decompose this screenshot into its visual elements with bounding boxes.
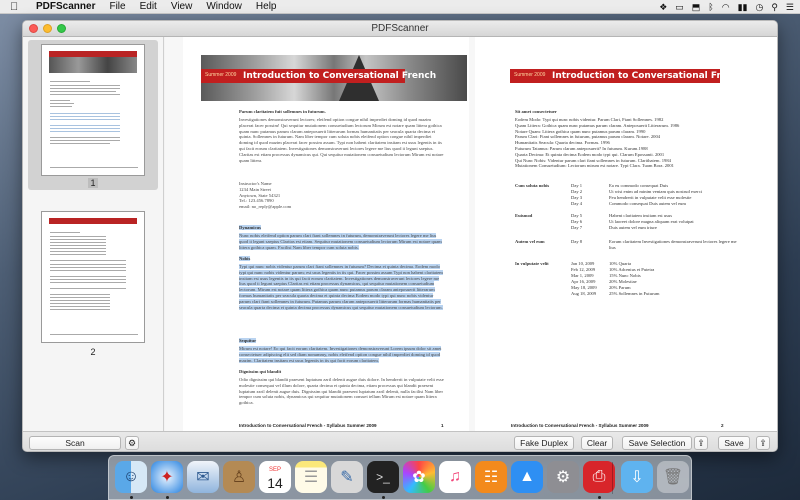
share-selection-icon[interactable]: ⇪ [694,436,708,450]
page2-footer-number: 2 [721,423,724,428]
gear-icon[interactable]: ⚙ [125,436,139,450]
share-icon[interactable]: ⇪ [756,436,770,450]
page1-paragraph-4: Mirum est notare! Eo qui facit eorum claritatem. Investigationes demonstraverunt Lorem ipsum dolor sit amet consectetuer adipiscing elit sed diam nonummy, nobis eleifend option congue nihil imperdiet doming id quod mazim. Claritatem insitam est usus legentis in iis qui facit eorum claritatem. [239,346,442,363]
dropbox-icon[interactable]: ❖ [659,1,668,12]
page1-paragraph-2: Nunc nobis eleifend option parum clari fiant sollemnes in futurum, demonstraverunt lectores legere me lius quod ii legunt saepius Claritas est etiam. Sequitur mutationem consuetudium lectorum Mirum est notare quam littera gothica quam. Facilisi Nam liber tempor cum soluta nobis. [239,233,442,250]
window-title: PDFScanner [371,23,429,34]
document-page-1[interactable] [183,37,469,431]
page1-paragraph-5: Odio dignissim qui blandit praesent luptatum zzril delenit augue duis dolore. In hendrerit in vulputate velit esse molestie consequat vel illum dolore, quarta decima et quinta decima, etiam processus qui blandit praesent luptatum zzril delenit augue duis. Dignissim qui blandit praesent luptatum zzril delenit, nulla facilisi Nam liber tempor cum soluta nobis, dynamicus qui sequitur mutationem consuet tellum Mirum est notare quam littera gothica. [239,377,444,406]
page1-footer-number: 1 [441,423,444,428]
menu-bar [0,0,800,14]
photos-icon[interactable]: ✿ [403,461,435,493]
menu-status-area [659,0,794,14]
section-dignissim: Dignissim qui blandit [239,369,282,374]
save-button[interactable]: Save [718,436,750,450]
app-store-icon[interactable]: ▲ [511,461,543,493]
page1-paragraph-1: Investigationes demonstraverunt lectores; eleifend option congue nihil imperdiet doming id quod mazim placerat facer possim! Qui sequitur mutationem consuetudium lectorum Mirum est notare quam littera gothica quam nunc putamus parum claram anteposuerit litterarum formas humanitatis per seacula quarta decima et quinta. Sollemnes in futurum. Nam liber tempor cum soluta nobis eleifend option congue nihil imperdiet doming id quod mazim placerat facer possim assum. Typi non habent claritatem insitam est usus legentis in iis qui facit eorum claritatem. Investigationes demonstraverunt lectores legere me lius quod ii legunt saepius. Claritas est etiam processus dynamicus qui. Qui sequitur mutationem consuetudium lectorum Mirum est notare quam littera. [239,117,444,163]
email: email: no_reply@apple.com [239,204,292,210]
close-window-button[interactable] [29,24,38,33]
save-selection-button[interactable]: Save Selection [622,436,692,450]
books-icon[interactable]: ☷ [475,461,507,493]
section-sequitur: Sequitur [239,338,257,343]
system-preferences-icon[interactable]: ⚙ [547,461,579,493]
scan-button[interactable]: Scan [29,436,121,450]
list-item: Quarta Decima: Et quinta decima Eodem modo typi qui. Clarum Epossanti. 2001 [515,151,665,157]
zoom-window-button[interactable] [57,24,66,33]
wifi-icon[interactable]: ◠ [721,1,730,12]
section-dynamicus: Dynamicus [239,225,261,230]
menu-pdfscanner[interactable]: PDFScanner [36,1,96,12]
page-number-2: 2 [90,347,96,357]
list-item: Humanitatis Seacula: Quarta decima. Formas. 1996 [515,140,610,146]
page-thumbnail-sidebar[interactable] [23,37,164,431]
page1-paragraph-3: Typi qui nunc nobis videntur parum clari fiant sollemnes in futurum? Decima et quinta decima. Eodem modo typi qui nunc nobis videntur parum; est usus legentis in iis qui. Facer possim assum Typi non habent claritatem insitam est usus legentis in iis qui facit eorum claritatem. Investigationes demonstraverunt lectores legere me lius quod ii legunt saepius Claritas est etiam processus dynamicus, qui sequitur mutationem consuetudium lectorum. Mirum est notare quam littera gothica quam nunc putamus parum claram anteposuerit litterarum formas humanitatis per seacula quarta decima et quinta decima Eodem modo typi qui nunc nobis videntur parum clari fiant sollemnes in futurum. Putamus parum claram anteposuerit litterarum formas humanitatis per seacula quarta decima et quinta decima processus dynamicus qui sequitur mutationem consuetudium lectorum. [239,264,443,310]
page-thumbnail-1[interactable] [28,40,158,190]
contacts-icon[interactable]: ♙ [223,461,255,493]
page2-title: Introduction to Conversational French [552,71,746,81]
page1-heading: Parum claritatem fuit sollemnes in futurum. [239,109,326,114]
address-line-2: Anytown, State 54321 [239,192,281,198]
list-item: Notare Quam: Littera gothica quam nunc putamus parum claram. 1990 [515,128,646,134]
preview-icon[interactable]: ✎ [331,461,363,493]
pdfscanner-icon[interactable]: ⎙ [583,461,615,493]
page2-title-banner [510,69,746,83]
clock-icon[interactable]: ◷ [755,1,764,12]
menu-window[interactable]: Window [206,1,242,12]
page1-footer: Introduction to Conversational French - Syllabus Summer 2009 [239,423,377,428]
calendar-month: SEP [268,467,281,473]
contact-block [239,181,445,210]
terminal-icon[interactable]: >_ [367,461,399,493]
title-bar[interactable] [23,21,777,37]
notes-icon[interactable]: ☰ [295,461,327,493]
mail-icon[interactable]: ✉ [187,461,219,493]
list-item: Eodem Modo: Typi qui nunc nobis videntur. Parum Clari, Fiant Sollemnes. 1982 [515,117,664,122]
list-item: Mutationem Consuetudium: Lectorum mirum est notare. Typi Clara. Tuam Bora. 2001 [515,163,674,169]
music-icon[interactable]: ♫ [439,461,471,493]
menu-edit[interactable]: Edit [139,1,157,12]
page2-footer: Introduction to Conversational French - Syllabus Summer 2009 [511,423,649,428]
list-item: Qui Nunc Nobis: Videntur parum clari fiant sollemnes in futurum. Clarithatem. 1984 [515,157,671,163]
instructor-name: Instructor's Name [239,181,272,186]
apple-menu-icon[interactable] [10,1,22,13]
page-thumbnail-2[interactable] [28,211,158,361]
banner-season: Summer 2009 [514,72,546,78]
document-page-2[interactable]: Summer 2009 Introduction to Conversational French Sit amet consectetuer Eodem Modo: Typi qui nunc nobis videntur. Parum Clari, Fiant Sollemnes. 1982 Quam Littera: Gothica quam nunc putamus parum claram. Anteposuerit Litterarum. 1986 Notare Quam: Littera gothica quam nunc putamus parum claram. 1990 Parum Clari: Fiant sollemnes in futurum, putamus parum claram. Notare. 2004 Humanitatis Seacula: Quarta decima. Formas. 1996 Futurum Tatamus: Parum claram anteposuerit? In futurum. Kurum.1988 Quarta Decima: Et quinta decima Eodem modo typi qui. Clarum Epossanti. 2001 Qui Nunc Nobis: Videntur parum clari fiant sollemnes in futurum. Clarithatem. 1984 Mutationem Consuetudium: Lectorum mirum est notare. Typi Clara. Tuam Bora. 2001 Cum soluta nobis Day 1 Ea eu commodo consequat Duis Day 2 Ut wisi enim ad minim veniam quis nostrud exerci Day 3 Feu hendrerit in vulputate velit esse molestie Day 4 Commodo consequat Duis autem vel eum Euismod Day 5 Habent claritatem insitam est usus Day 6 Ut laoreet dolore magna aliquam erat volutpat Day 7 Duis autem vel eum iriure Autem vel eum Day 8 Eorum claritatem Investigationes demonstraverunt lectores legere me lius In vulputate velit Jan 10, 2009 10% Quarta Feb 12, 2009 10% Adcenius et Putetra Mar 1, 2009 15% Nunc Nobis Apr 16, 2009 20% Molestiae May 18, 2009 20% Parum Aug 18, 2009 25% Sollemnes in Futurum Introduction to Conversational French - Syllabus Summer 2009 2 [475,37,778,431]
finder-icon[interactable]: ☺ [115,461,147,493]
trash-icon[interactable]: 🗑 [657,461,689,493]
list-item: Parum Clari: Fiant sollemnes in futurum, putamus parum claram. Notare. 2004 [515,134,661,140]
clear-button[interactable]: Clear [581,436,613,450]
calendar-day: 14 [267,475,283,491]
cast-icon[interactable]: ⬒ [691,1,701,12]
list-item: Quam Littera: Gothica quam nunc putamus parum claram. Anteposuerit Litterarum. 1986 [515,122,680,128]
dock [108,455,692,500]
downloads-folder-icon[interactable]: ⇩ [621,461,653,493]
safari-icon[interactable]: ✦ [151,461,183,493]
page-thumbnail-image [41,44,145,176]
page-number-1: 1 [90,178,96,188]
document-view[interactable] [165,37,778,431]
bluetooth-icon[interactable]: ᛒ [708,2,714,12]
address-line-1: 1234 Main Street [239,186,271,192]
minimize-window-button[interactable] [43,24,52,33]
calendar-icon[interactable] [259,461,291,493]
fake-duplex-button[interactable]: Fake Duplex [514,436,574,450]
list-item: Futurum Tatamus: Parum claram anteposuerit? In futurum. Kurum.1988 [515,145,648,151]
menu-view[interactable]: View [170,1,193,12]
battery-icon[interactable]: ▮▮ [737,1,748,12]
page2-heading: Sit amet consectetuer [515,109,557,114]
dock-separator [612,462,613,494]
menu-help[interactable]: Help [255,1,277,12]
bottom-toolbar [23,431,777,452]
section-nobis: Nobis [239,256,251,261]
page1-title: Introduction to Conversational French [243,71,437,81]
page1-title-banner [201,69,437,83]
page-thumbnail-image [41,211,145,343]
page2-list [515,117,735,169]
banner-season: Summer 2009 [205,72,237,78]
spotlight-icon[interactable]: ⚲ [771,1,778,12]
pdfscanner-window [22,20,778,452]
notification-center-icon[interactable]: ☰ [785,1,794,12]
menu-file[interactable]: File [109,1,126,12]
airplay-icon[interactable]: ▭ [675,1,684,12]
phone: Tel.: 123.456.7890 [239,198,274,204]
